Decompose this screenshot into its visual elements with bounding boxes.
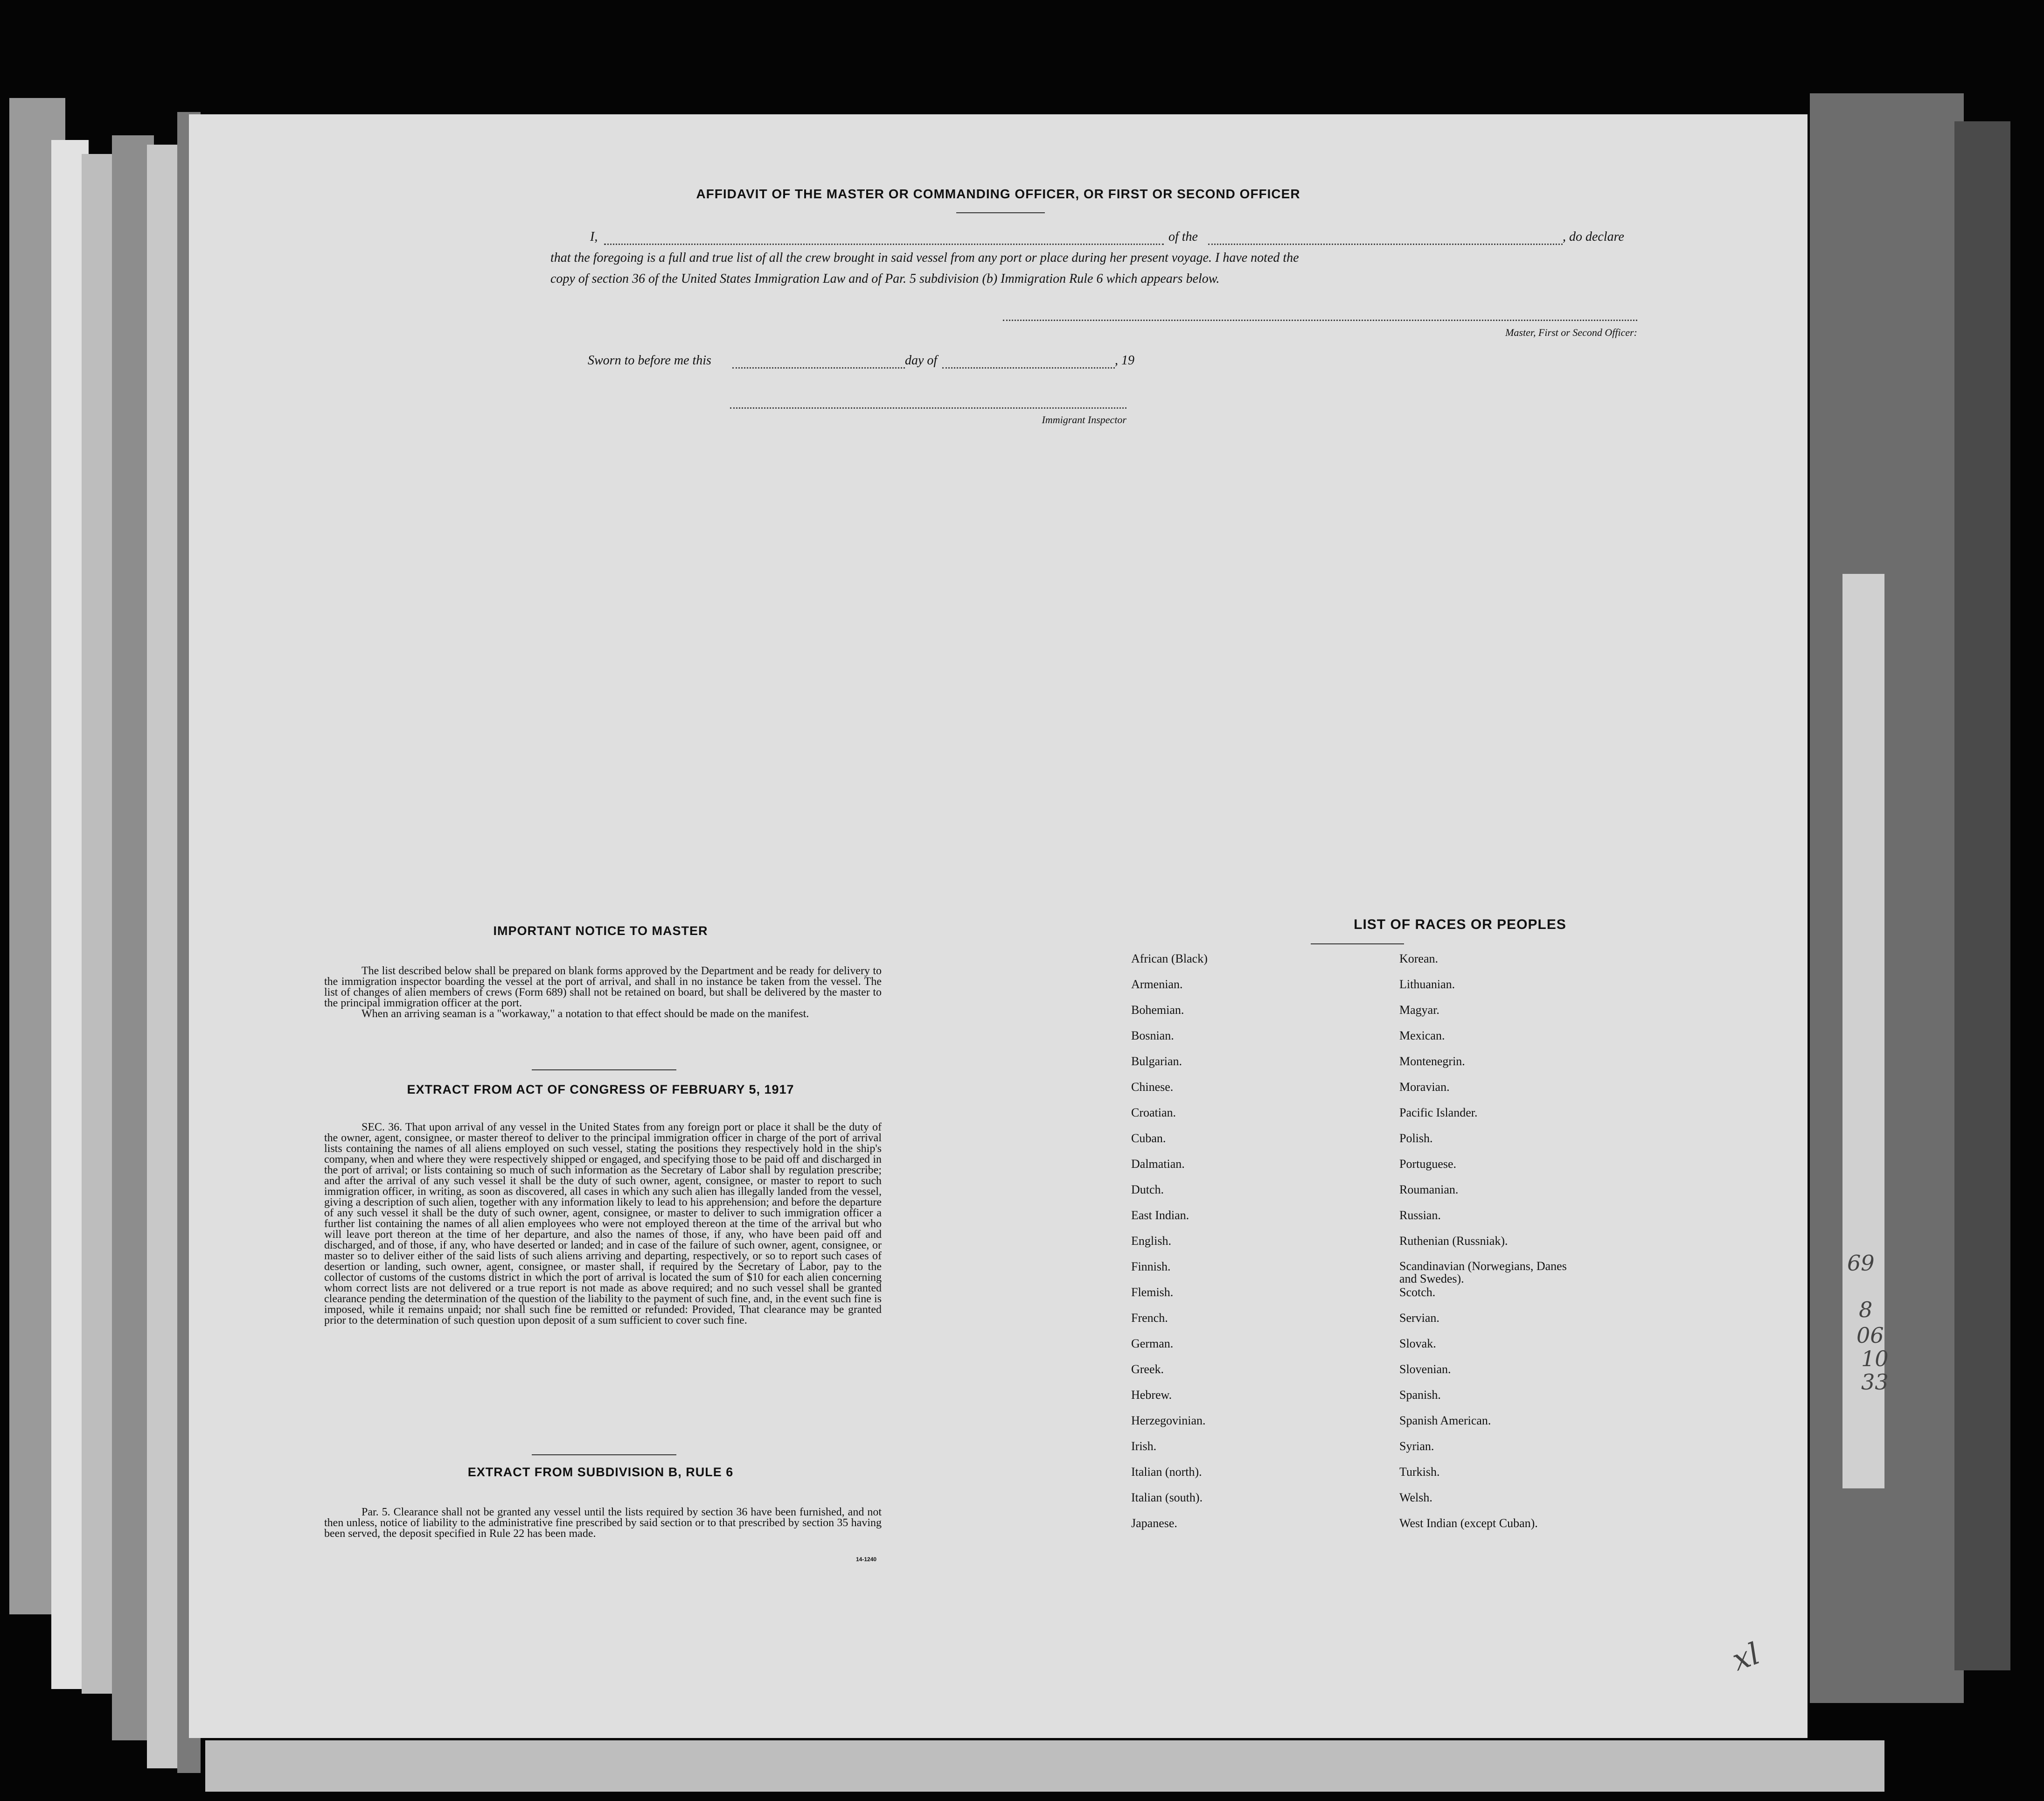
race-item: Lithuanian.	[1399, 977, 1455, 991]
race-item: Portuguese.	[1399, 1157, 1457, 1171]
notice-title: IMPORTANT NOTICE TO MASTER	[493, 924, 708, 938]
race-item: Italian (south).	[1131, 1491, 1203, 1504]
signature-blank	[1003, 320, 1637, 321]
race-item: Finnish.	[1131, 1260, 1171, 1273]
race-item: Magyar.	[1399, 1003, 1439, 1017]
race-item: French.	[1131, 1311, 1168, 1325]
affidavit-line-2: that the foregoing is a full and true list of all the crew brought in said vessel from any port or place during her present voyage. I have noted the	[550, 251, 1299, 265]
race-item: Servian.	[1399, 1311, 1439, 1325]
race-item: Dutch.	[1131, 1183, 1164, 1196]
affidavit-i: I,	[590, 230, 598, 244]
race-item: Ruthenian (Russniak).	[1399, 1234, 1508, 1248]
race-item: Moravian.	[1399, 1080, 1450, 1094]
race-item: Chinese.	[1131, 1080, 1174, 1094]
race-item: English.	[1131, 1234, 1171, 1248]
document-page	[189, 114, 1808, 1738]
race-item: African (Black)	[1131, 952, 1208, 965]
act-extract-text	[324, 1122, 882, 1326]
affidavit-title: AFFIDAVIT OF THE MASTER OR COMMANDING OFFICER, OR FIRST OR SECOND OFFICER	[696, 187, 1300, 201]
form-number: 14-1240	[856, 1556, 877, 1563]
race-item: Irish.	[1131, 1439, 1157, 1453]
margin-mark: 33	[1861, 1369, 1889, 1395]
rule-extract-text	[324, 1507, 882, 1539]
background-paper-edge	[1810, 93, 1964, 1703]
background-paper-edge	[205, 1740, 1884, 1792]
corner-mark: xl	[1728, 1636, 1765, 1678]
background-paper-edge	[1954, 121, 2010, 1670]
race-item: Scandinavian (Norwegians, Danes and Swedes).	[1399, 1259, 1567, 1285]
races-title: LIST OF RACES OR PEOPLES	[1354, 917, 1566, 932]
race-item: Italian (north).	[1131, 1465, 1202, 1479]
name-blank	[604, 244, 1164, 245]
margin-mark: 10	[1861, 1346, 1889, 1371]
signature-label: Master, First or Second Officer:	[1505, 327, 1637, 338]
margin-mark: 06	[1856, 1323, 1884, 1348]
race-item: Syrian.	[1399, 1439, 1434, 1453]
margin-mark: 69	[1847, 1250, 1875, 1276]
title-rule	[956, 212, 1045, 213]
race-item: Bosnian.	[1131, 1029, 1174, 1042]
race-item: Croatian.	[1131, 1106, 1176, 1119]
race-item: Bohemian.	[1131, 1003, 1184, 1017]
race-item: Bulgarian.	[1131, 1054, 1182, 1068]
race-item: Armenian.	[1131, 977, 1183, 991]
race-item: German.	[1131, 1337, 1174, 1350]
race-item: Mexican.	[1399, 1029, 1445, 1042]
race-item: Flemish.	[1131, 1285, 1174, 1299]
race-item: West Indian (except Cuban).	[1399, 1516, 1538, 1530]
affidavit-of-the: of the	[1168, 230, 1198, 244]
race-item: Roumanian.	[1399, 1183, 1459, 1196]
notice-text	[324, 966, 882, 1019]
act-extract-title: EXTRACT FROM ACT OF CONGRESS OF FEBRUARY 5, 1917	[407, 1082, 794, 1096]
race-item: Montenegrin.	[1399, 1054, 1465, 1068]
rule-extract-title: EXTRACT FROM SUBDIVISION B, RULE 6	[467, 1465, 734, 1479]
race-item: Korean.	[1399, 952, 1439, 965]
race-item: Cuban.	[1131, 1131, 1166, 1145]
day-of-text: day of	[905, 353, 938, 368]
race-item: Welsh.	[1399, 1491, 1432, 1504]
race-item: Hebrew.	[1131, 1388, 1172, 1402]
race-item: Dalmatian.	[1131, 1157, 1185, 1171]
race-item: Japanese.	[1131, 1516, 1177, 1530]
notice-paragraph: The list described below shall be prepared on blank forms approved by the Department and be ready for delivery to the immigration inspector boarding the vessel at the port of arrival, and shall in no instance be taken from the vessel. The list of changes of alien members of crews (Form 689) shall not be retained on board, but shall be delivered by the master to the principal immigration officer at the port.	[324, 965, 882, 1009]
race-item: Polish.	[1399, 1131, 1433, 1145]
month-blank	[942, 367, 1115, 369]
race-item: Greek.	[1131, 1362, 1164, 1376]
margin-mark: 8	[1859, 1297, 1873, 1322]
section-rule	[532, 1454, 676, 1455]
title-rule	[1311, 943, 1404, 944]
year-text: , 19	[1115, 353, 1134, 368]
race-item: Herzegovinian.	[1131, 1414, 1206, 1427]
rule-extract-body: Par. 5. Clearance shall not be granted any vessel until the lists required by section 36 have been furnished, and not then unless, notice of liability to the administrative fine prescribed by said section or to that prescribed by section 35 having been served, the deposit specified in Rule 22 has been made.	[324, 1506, 882, 1540]
race-item: Russian.	[1399, 1208, 1441, 1222]
race-item: Turkish.	[1399, 1465, 1440, 1479]
inspector-label: Immigrant Inspector	[1042, 414, 1126, 426]
sworn-text: Sworn to before me this	[588, 353, 711, 368]
inspector-signature-blank	[730, 407, 1126, 409]
act-extract-body: SEC. 36. That upon arrival of any vessel in the United States from any foreign port or place it shall be the duty of the owner, agent, consignee, or master thereof to deliver to the principal immigration officer in charge of the port of arrival lists containing the names of all aliens employed on such vessel, stating the positions they respectively hold in the ship's company, when and where they were respectively shipped or engaged, and specifying those to be paid off and discharged in the port of arrival; or lists containing so much of such information as the Secretary of Labor shall by regulation prescribe; and after the arrival of any such vessel it shall be the duty of such owner, agent, consignee, or master to report to such immigration officer, in writing, as soon as discovered, all cases in which any such alien has illegally landed from the vessel, giving a description of such alien, together with any information likely to lead to his apprehension; and before the departure of any such vessel it shall be the duty of such owner, agent, consignee, or master to deliver to such immigration officer a further list containing the names of all alien employees who were not employed thereon at the time of the arrival but who will leave port thereon at the time of her departure, and also the names of those, if any, who have been paid off and discharged, and of those, if any, who have deserted or landed; and in case of the failure of such owner, agent, consignee, or master so to deliver either of the said lists of such aliens arriving and departing, respectively, or so to report such cases of desertion or landing, such owner, agent, consignee, or master shall, if required by the Secretary of Labor, pay to the collector of customs of the customs district in which the port of arrival is located the sum of $10 for each alien concerning whom correct lists are not delivered or a true report is not made as above required; and no such vessel shall be granted clearance pending the determination of the question of the liability to the payment of such fine, and, in the event such fine is imposed, while it remains unpaid; nor shall such fine be remitted or refunded: Provided, That clearance may be granted prior to the determination of such question upon deposit of a sum sufficient to cover such fine.	[324, 1121, 882, 1326]
affidavit-line-3: copy of section 36 of the United States Immigration Law and of Par. 5 subdivision (b) Immigration Rule 6 which appears below.	[550, 272, 1220, 286]
section-rule	[532, 1069, 676, 1070]
race-item: Spanish American.	[1399, 1414, 1491, 1427]
race-item: Slovenian.	[1399, 1362, 1451, 1376]
race-item: Slovak.	[1399, 1337, 1436, 1350]
vessel-blank	[1208, 244, 1563, 245]
race-item: Scotch.	[1399, 1285, 1436, 1299]
notice-paragraph: When an arriving seaman is a "workaway," a notation to that effect should be made on the manifest.	[362, 1008, 809, 1020]
affidavit-declare: , do declare	[1563, 230, 1624, 244]
race-item: East Indian.	[1131, 1208, 1189, 1222]
race-item: Spanish.	[1399, 1388, 1441, 1402]
date-blank	[732, 367, 905, 369]
race-item: Pacific Islander.	[1399, 1106, 1478, 1119]
